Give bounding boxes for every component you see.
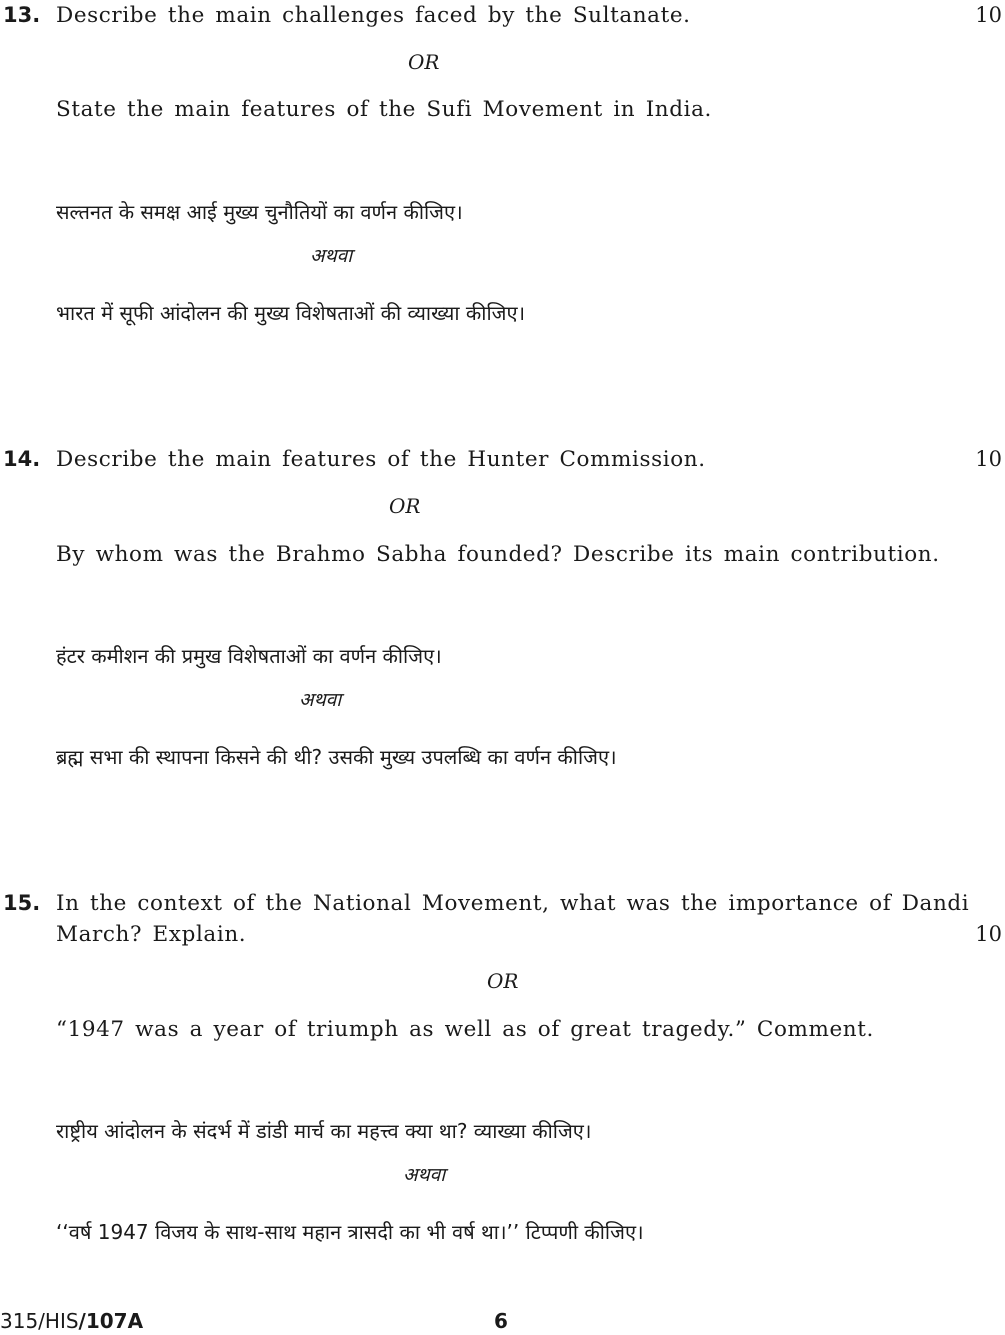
question-text-hi: हंटर कमीशन की प्रमुख विशेषताओं का वर्णन कीजिए।	[56, 644, 442, 668]
alternative-question-text-hi: भारत में सूफी आंदोलन की मुख्य विशेषताओं की व्याख्या कीजिए।	[56, 301, 526, 325]
or-label-en: OR	[389, 494, 421, 518]
alternative-question-text-en: By whom was the Brahmo Sabha founded? Describe its main contribution.	[56, 542, 940, 567]
alternative-question-text-hi: ‘‘वर्ष 1947 विजय के साथ-साथ महान त्रासदी का भी वर्ष था।’’ टिप्पणी कीजिए।	[56, 1220, 644, 1244]
question-text-en-line2: March? Explain.	[56, 922, 247, 947]
or-label-hi: अथवा	[299, 689, 342, 711]
question-marks: 10	[975, 447, 1002, 471]
alternative-question-text-hi: ब्रह्म सभा की स्थापना किसने की थी? उसकी मुख्य उपलब्धि का वर्णन कीजिए।	[56, 745, 617, 769]
page-number: 6	[494, 1309, 508, 1333]
question-number: 15.	[3, 891, 41, 915]
question-number: 14.	[3, 447, 41, 471]
question-text-hi: राष्ट्रीय आंदोलन के संदर्भ में डांडी मार्च का महत्त्व क्या था? व्याख्या कीजिए।	[56, 1119, 592, 1143]
question-text-hi: सल्तनत के समक्ष आई मुख्य चुनौतियों का वर्णन कीजिए।	[56, 200, 463, 224]
question-text-en: Describe the main challenges faced by the Sultanate.	[56, 3, 691, 28]
or-label-hi: अथवा	[403, 1164, 446, 1186]
alternative-question-text-en: “1947 was a year of triumph as well as of great tragedy.” Comment.	[56, 1017, 874, 1042]
question-marks: 10	[975, 3, 1002, 27]
paper-code	[0, 1307, 143, 1335]
paper-code-prefix: 315/HIS	[0, 1309, 79, 1333]
or-label-en: OR	[408, 50, 440, 74]
question-text-en: Describe the main features of the Hunter Commission.	[56, 447, 706, 472]
question-number: 13.	[3, 3, 41, 27]
question-text-en-line1: In the context of the National Movement, what was the importance of Dandi	[56, 891, 970, 916]
or-label-en: OR	[487, 969, 519, 993]
question-marks: 10	[975, 922, 1002, 946]
paper-code-suffix: /107A	[78, 1309, 144, 1333]
alternative-question-text-en: State the main features of the Sufi Movement in India.	[56, 97, 712, 122]
or-label-hi: अथवा	[310, 245, 353, 267]
